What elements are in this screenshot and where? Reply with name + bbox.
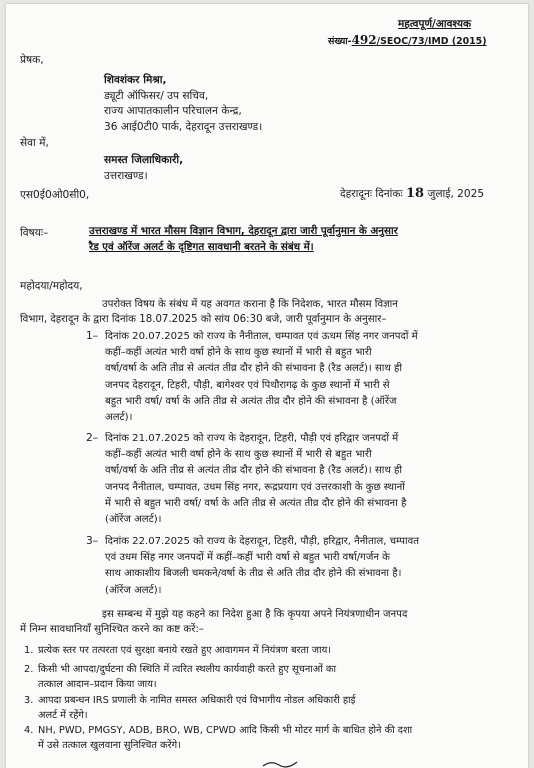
forecast-item-line: दिनांक 22.07.2025 को राज्य के देहरादून, टिहरी, पौड़ी, हरिद्वार, नैनीताल, चम्पावत: [105, 536, 419, 547]
precaution-line: आपदा प्रबन्धन IRS प्रणाली के नामित समस्त अधिकारी एवं विभागीय नोडल अधिकारी हाई: [38, 695, 356, 706]
forecast-item-number: 3–: [86, 535, 99, 547]
sender-label: प्रेषक,: [20, 54, 44, 66]
forecast-item-line: कहीं–कहीं अत्यंत भारी वर्षा होने के साथ कुछ स्थानों में भारी से बहुत भारी: [105, 449, 372, 461]
forecast-item-line: एवं उधम सिंह नगर जनपदों में कहीं–कहीं भारी वर्षा से बहुत भारी वर्षा/गर्जन के: [105, 552, 390, 564]
date-day-handwritten: 18: [405, 186, 425, 201]
sender-office: राज्य आपातकालीन परिचालन केन्द्र,: [104, 105, 242, 117]
priority-label: महत्वपूर्ण/आवश्यक: [398, 18, 472, 30]
precaution-line: NH, PWD, PMGSY, ADB, BRO, WB, CPWD आदि किसी भी मोटर मार्ग के बाधित होने की दशा: [38, 725, 413, 736]
letter-page: [6, 4, 528, 768]
ref-handwritten-number: 492: [351, 33, 377, 47]
directive-line2: में निम्न सावधानियाँ सुनिश्चित करने का कष्ट करें:–: [20, 624, 204, 635]
sender-designation: ड्यूटी ऑफिसर/ उप सचिव,: [104, 90, 209, 102]
recipient-label: सेवा में,: [20, 137, 49, 149]
salutation: महोदया/महोदय,: [20, 280, 83, 292]
precaution-line: तत्काल आदान–प्रदान किया जाय।: [38, 679, 157, 690]
forecast-item-line: वर्षा/वर्षा के अति तीव्र से अत्यंत तीव्र दौर होने की संभावना है (रैड अलर्ट)। साथ ही: [105, 465, 403, 477]
forecast-item-line: कहीं–कहीं अत्यंत भारी वर्षा होने के साथ कुछ स्थानों में भारी से बहुत भारी: [105, 347, 372, 359]
precaution-number: 4.: [24, 725, 34, 736]
forecast-item-line: साथ आकाशीय बिजली चमकने/वर्षा के तीव्र से अति तीव्र दौर होने की संभावना है।: [105, 568, 402, 580]
subject-label: विषयः–: [20, 227, 49, 239]
ref-suffix: /SEOC/73/IMD (2015): [376, 36, 487, 47]
precaution-line: प्रत्येक स्तर पर तत्परता एवं सुरक्षा बनाये रखते हुए आवागमन में नियंत्रण बरता जाय।: [38, 645, 331, 656]
precaution-number: 1.: [24, 645, 34, 656]
forecast-item-line: वर्षा/वर्षा के अति तीव्र से अत्यंत तीव्र दौर होने की संभावना है (रैड अलर्ट)। साथ ही: [105, 363, 403, 375]
date-prefix: देहरादूनः दिनांकः: [340, 188, 403, 200]
forecast-item-line: (ऑरेंज अलर्ट)।: [105, 514, 162, 525]
reference-number: [328, 34, 487, 48]
office-code: एस0ई0ओ0सी0,: [20, 189, 90, 201]
date-line: [340, 187, 484, 201]
precaution-line: अलर्ट में रहेंगे।: [38, 710, 88, 721]
subject-line1: उत्तराखण्ड में भारत मौसम विज्ञान विभाग, देहरादून द्वारा जारी पूर्वानुमान के अनुसार: [89, 225, 398, 237]
forecast-item-line: दिनांक 21.07.2025 को राज्य के देहरादून, टिहरी, पौड़ी एवं हरिद्वार जनपदों में: [105, 433, 399, 444]
forecast-item-line: बहुत भारी वर्षा/ वर्षा के अति तीव्र से अत्यंत तीव्र दौर होने की संभावना है (ऑरेंज: [105, 395, 397, 407]
forecast-item-number: 2–: [86, 432, 99, 444]
recipient-line2: उत्तराखण्ड।: [104, 170, 148, 182]
directive-line1: इस सम्बन्ध में मुझे यह कहने का निदेश हुआ है कि कृपया अपने नियंत्रणाधीन जनपद: [102, 609, 408, 620]
sender-name: शिवशंकर मिश्रा,: [104, 74, 167, 86]
forecast-item-line: दिनांक 20.07.2025 को राज्य के नैनीताल, चम्पावत एवं ऊधम सिंह नगर जनपदों में: [105, 331, 418, 342]
precaution-line: में उसे तत्काल खुलवाना सुनिश्चित करेंगे।: [38, 740, 181, 751]
recipient-line1: समस्त जिलाधिकारी,: [104, 154, 184, 166]
forecast-item-line: जनपद देहरादून, टिहरी, पौड़ी, बागेश्वर एवं पिथौरागढ़ के कुछ स्थानों में भारी से: [105, 379, 390, 391]
precaution-number: 3.: [24, 695, 34, 706]
precaution-number: 2.: [24, 664, 34, 675]
date-suffix: जुलाई, 2025: [427, 188, 485, 200]
forecast-item-number: 1–: [86, 330, 99, 342]
signature-mark: [261, 758, 301, 768]
ref-prefix: संख्या-: [328, 36, 352, 47]
intro-line1: उपरोक्त विषय के संबंध में यह अवगत कराना है कि निदेशक, भारत मौसम विज्ञान: [102, 299, 398, 310]
forecast-item-line: में भारी से बहुत भारी वर्षा/ वर्षा के अति तीव्र से अत्यंत तीव्र दौर होने की संभावना है: [105, 497, 407, 509]
sender-address: 36 आई0टी0 पार्क, देहरादून उत्तराखण्ड।: [104, 121, 263, 133]
intro-line2: विभाग, देहरादून के द्वारा दिनांक 18.07.2025 को सांय 06:30 बजे, जारी पूर्वानुमान के अनुसार–: [20, 314, 387, 325]
forecast-item-line: अलर्ट)।: [105, 412, 133, 423]
precaution-line: किसी भी आपदा/दुर्घटना की स्थिति में त्वरित स्थलीय कार्यवाही करते हुए सूचनाओं का: [38, 664, 336, 675]
forecast-item-line: (ऑरेंज अलर्ट)।: [105, 584, 162, 596]
subject-line2: रैड एवं ऑरेंज अलर्ट के दृष्टिगत सावधानी बरतने के संबंध में।: [89, 241, 314, 253]
forecast-item-line: जनपद नैनीताल, चम्पावत, उधम सिंह नगर, रूद्रप्रयाग एवं उत्तरकाशी के कुछ स्थानों: [105, 481, 405, 493]
